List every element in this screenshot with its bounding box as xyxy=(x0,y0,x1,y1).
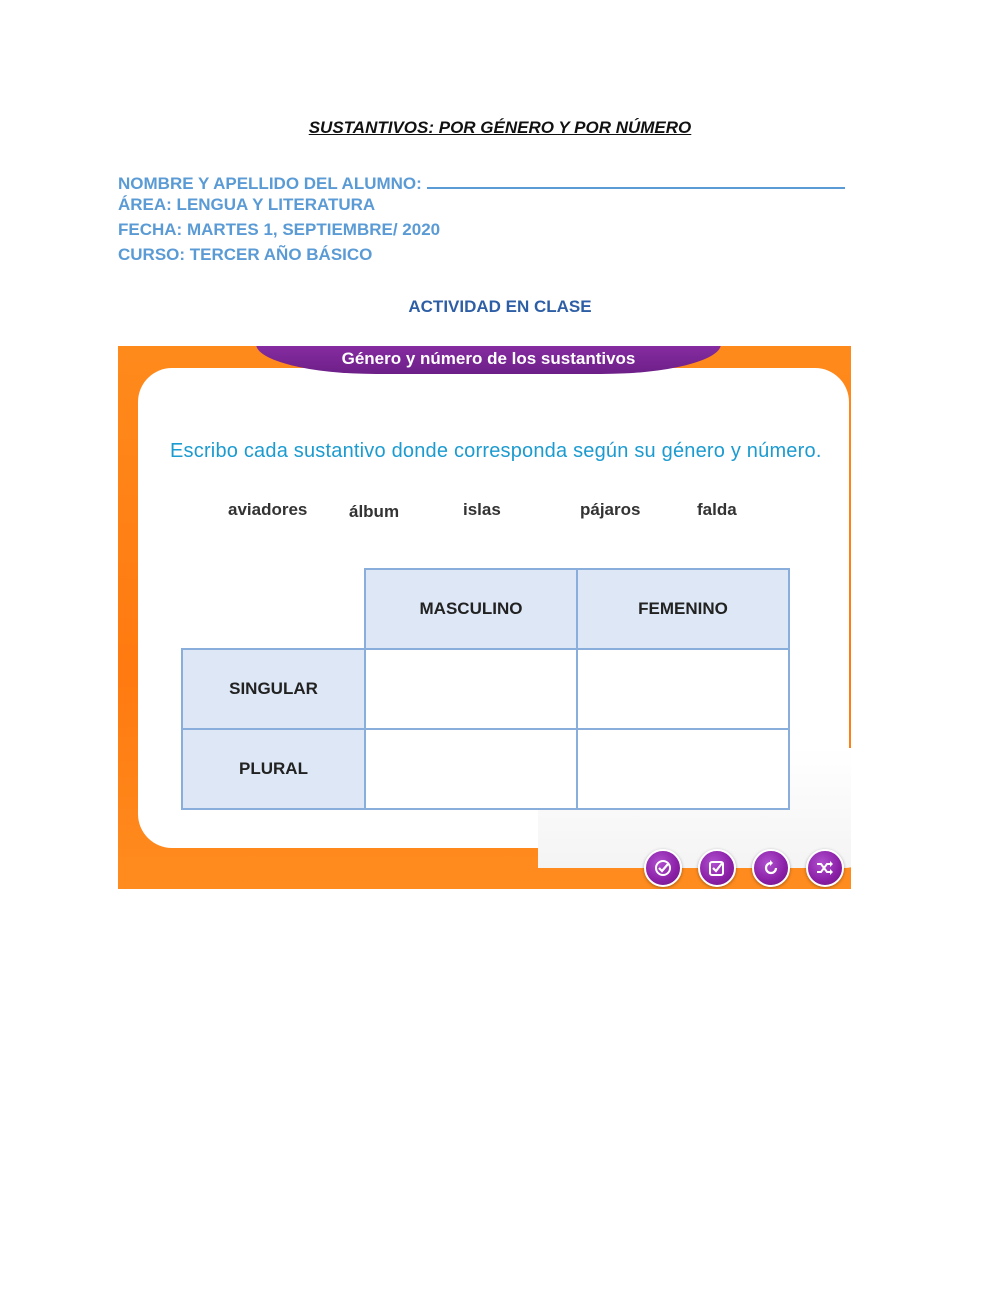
check-all-icon xyxy=(653,858,673,878)
word-chip[interactable]: islas xyxy=(463,500,501,519)
word-chip[interactable]: aviadores xyxy=(228,500,308,519)
student-name-blank[interactable] xyxy=(427,170,845,189)
student-name-line xyxy=(118,170,845,194)
reset-button[interactable] xyxy=(752,849,790,887)
activity-instruction: Escribo cada sustantivo donde corresponda según su género y número. xyxy=(170,440,822,462)
drop-cell-plural-femenino[interactable] xyxy=(576,728,790,810)
student-name-label: NOMBRE Y APELLIDO DEL ALUMNO: xyxy=(118,174,422,193)
check-box-icon xyxy=(707,858,727,878)
section-heading: ACTIVIDAD EN CLASE xyxy=(408,297,592,316)
course-line: CURSO: TERCER AÑO BÁSICO xyxy=(118,245,373,264)
area-line: ÁREA: LENGUA Y LITERATURA xyxy=(118,195,376,214)
check-answer-button[interactable] xyxy=(698,849,736,887)
column-header-masculino: MASCULINO xyxy=(364,568,578,650)
row-header-plural: PLURAL xyxy=(181,728,366,810)
shuffle-button[interactable] xyxy=(806,849,844,887)
word-chip[interactable]: falda xyxy=(697,500,737,519)
drop-cell-plural-masculino[interactable] xyxy=(364,728,578,810)
activity-frame xyxy=(118,346,851,889)
drop-cell-singular-masculino[interactable] xyxy=(364,648,578,730)
row-header-singular: SINGULAR xyxy=(181,648,366,730)
document-title: SUSTANTIVOS: POR GÉNERO Y POR NÚMERO xyxy=(308,118,692,137)
activity-header: Género y número de los sustantivos xyxy=(256,346,721,374)
drop-cell-singular-femenino[interactable] xyxy=(576,648,790,730)
check-all-button[interactable] xyxy=(644,849,682,887)
activity-panel xyxy=(138,368,849,848)
column-header-femenino: FEMENINO xyxy=(576,568,790,650)
date-line: FECHA: MARTES 1, SEPTIEMBRE/ 2020 xyxy=(118,220,441,239)
word-chip[interactable]: pájaros xyxy=(580,500,641,519)
reset-icon xyxy=(761,858,781,878)
shuffle-icon xyxy=(815,858,835,878)
word-chip[interactable]: álbum xyxy=(349,502,400,521)
